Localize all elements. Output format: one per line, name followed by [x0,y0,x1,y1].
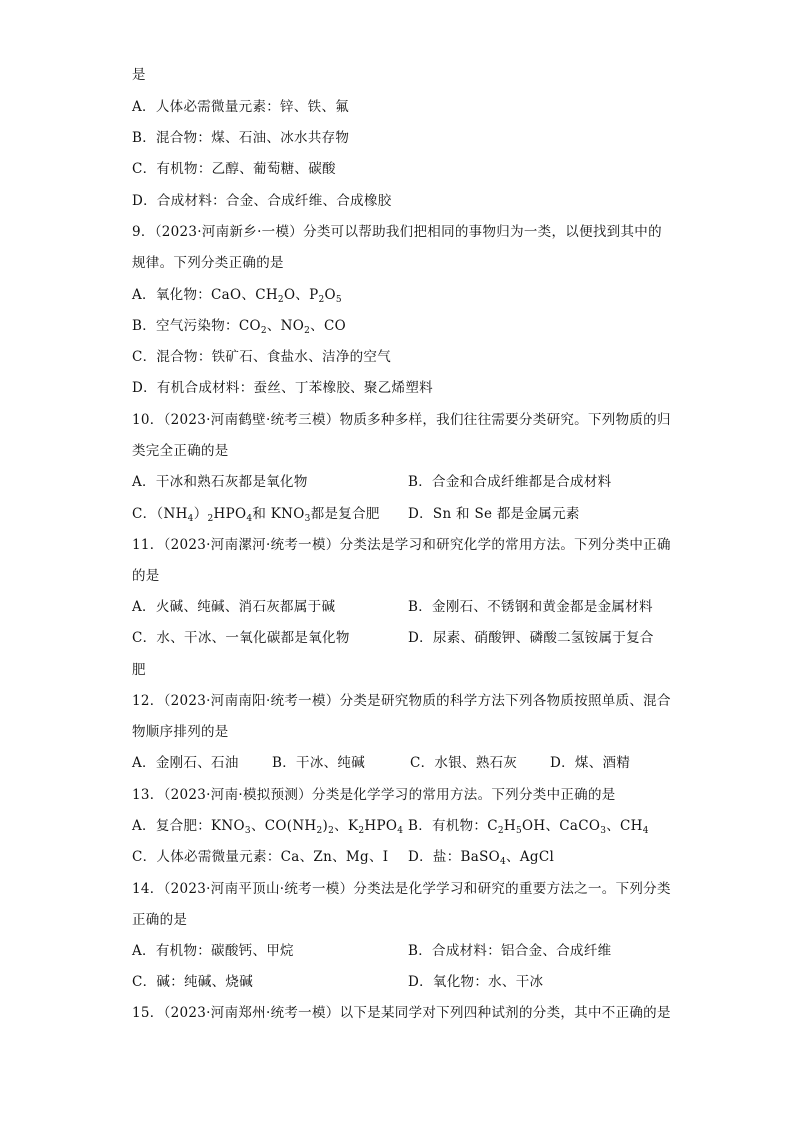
q15-stem: 15．（2023·河南郑州·统考一模）以下是某同学对下列四种试剂的分类，其中不正确的是 [132,1005,671,1021]
q11-option-d: D．尿素、硝酸钾、磷酸二氢铵属于复合 [408,630,654,646]
q9-option-b: B．空气污染物：$CO_2$、$NO_2$、CO [132,318,346,336]
q9-option-c: C．混合物：铁矿石、食盐水、洁净的空气 [132,349,392,365]
q11-stem-line1: 11．（2023·河南漯河·统考一模）分类法是学习和研究化学的常用方法。下列分类中正确 [132,537,671,553]
q8-option-a: A．人体必需微量元素：锌、铁、氟 [132,99,350,115]
q14-stem-line2: 正确的是 [132,912,188,928]
q8-option-c: C．有机物：乙醇、葡萄糖、碳酸 [132,161,336,177]
q14-option-c: C．碱：纯碱、烧碱 [132,974,254,990]
q11-option-c: C．水、干冰、一氧化碳都是氧化物 [132,630,350,646]
q8-stem-end: 是 [132,67,146,83]
q10-option-d: D．Sn 和 Se 都是金属元素 [408,506,580,522]
q12-option-c: C．水银、熟石灰 [410,755,518,771]
q9-option-d: D．有机合成材料：蚕丝、丁苯橡胶、聚乙烯塑料 [132,380,433,396]
q12-option-a: A．金刚石、石油 [132,755,239,771]
q14-option-d: D．氧化物：水、干冰 [408,974,544,990]
q14-option-b: B．合成材料：铝合金、合成纤维 [408,943,612,959]
q14-stem-line1: 14．（2023·河南平顶山·统考一模）分类法是化学学习和研究的重要方法之一。下列分类 [132,881,671,897]
q12-stem-line1: 12．（2023·河南南阳·统考一模）分类是研究物质的科学方法下列各物质按照单质、混合 [132,693,671,709]
q9-stem-line1: 9．（2023·河南新乡·一模）分类可以帮助我们把相同的事物归为一类，以便找到其中的 [132,224,662,240]
q13-option-c: C．人体必需微量元素：Ca、Zn、Mg、I [132,849,389,865]
q10-stem-line1: 10．（2023·河南鹤壁·统考三模）物质多种多样，我们往往需要分类研究。下列物质的归 [132,412,671,428]
q13-option-a: A．复合肥：$KNO_3$、$CO(NH_2)_2$、$K_2HPO_4$ [132,818,404,836]
q11-option-d-wrap: 肥 [132,662,146,678]
q8-option-b: B．混合物：煤、石油、冰水共存物 [132,130,350,146]
q11-option-a: A．火碱、纯碱、消石灰都属于碱 [132,599,336,615]
q12-option-d: D．煤、酒精 [550,755,631,771]
q14-option-a: A．有机物：碳酸钙、甲烷 [132,943,294,959]
q10-option-a: A．干冰和熟石灰都是氧化物 [132,474,308,490]
q12-stem-line2: 物顺序排列的是 [132,724,229,740]
q11-option-b: B．金刚石、不锈钢和黄金都是金属材料 [408,599,653,615]
q13-option-b: B．有机物：$C_2H_5OH$、CaCO$_3$、$CH_4$ [408,818,649,836]
q11-stem-line2: 的是 [132,568,160,584]
q10-stem-line2: 类完全正确的是 [132,443,229,459]
q12-option-b: B．干冰、纯碱 [272,755,366,771]
q8-option-d: D．合成材料：合金、合成纤维、合成橡胶 [132,193,392,209]
q10-option-c: C．$(NH_4)_2HPO_4$和 $KNO_3$都是复合肥 [132,506,380,524]
q13-stem: 13．（2023·河南·模拟预测）分类是化学学习的常用方法。下列分类中正确的是 [132,787,616,803]
q9-option-a: A．氧化物：CaO、$CH_2O$、$P_2O_5$ [132,287,342,305]
q10-option-b: B．合金和合成纤维都是合成材料 [408,474,612,490]
q13-option-d: D．盐：BaSO$_4$、AgCl [408,849,555,867]
q9-stem-line2: 规律。下列分类正确的是 [132,255,284,271]
